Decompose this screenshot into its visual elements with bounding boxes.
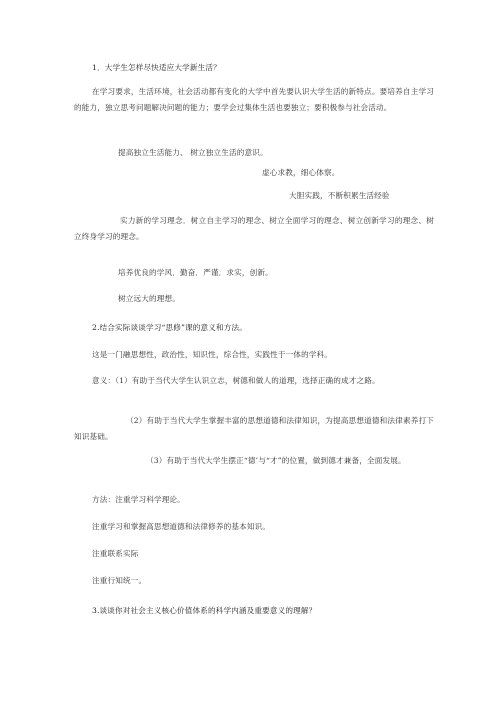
question-2-method-2: 注重学习和掌握高思想道德和法律修养的基本知识。 — [92, 522, 271, 531]
question-2-method-1: 方法：注重学习科学理论。 — [92, 495, 185, 504]
question-1-point-practice: 大胆实践，不断积累生活经验 — [289, 191, 390, 200]
question-2-description: 这是一门融思想性，政治性，知识性，综合性，实践性于一体的学科。 — [92, 350, 333, 359]
question-1-point-learning-ideas: 实力新的学习理念．树立自主学习的理念、树立全面学习的理念、树立创新学习的理念、树立终身学习的理念。 — [74, 216, 434, 241]
question-3-title: 3.谈谈你对社会主义核心价值体系的科学内涵及重要意义的理解？ — [92, 606, 317, 615]
question-2-meaning-1: 意义：（1）有助于当代大学生认识立志，树德和做人的道理，选择正确的成才之路。 — [92, 376, 380, 385]
question-2-method-4: 注重行知统一。 — [92, 576, 147, 585]
question-1-intro: 在学习要求，生活环境，社会活动都有变化的大学中首先要认识大学生活的新特点。要培养自主学习的能力，独立思考问题解决问题的能力；要学会过集体生活也要独立；要积极参与社会活动。 — [74, 87, 434, 112]
question-1-point-study-style: 培养优良的学风．勤奋．严谨．求实，创新。 — [118, 268, 273, 277]
question-1-point-independence: 提高独立生活能力、 树立独立生活的意识。 — [118, 148, 268, 157]
question-2-method-3: 注重联系实际 — [92, 549, 139, 558]
question-1-point-ideals: 树立远大的理想。 — [118, 294, 180, 303]
question-1-title: 1．大学生怎样尽快适应大学新生活？ — [92, 63, 221, 72]
question-2-meaning-3: （3）有助于当代大学生摆正“德’与“才”的位置，做到德才兼备，全面发展。 — [146, 456, 406, 465]
question-2-meaning-2: （2）有助于当代大学生掌握丰富的思想道德和法律知识，为提高思想道德和法律素养打下知识基础。 — [74, 416, 434, 441]
question-2-title: 2.结合实际谈谈学习“思修”课的意义和方法。 — [92, 323, 247, 332]
question-1-point-humble: 虚心求教，细心体察。 — [262, 168, 340, 177]
